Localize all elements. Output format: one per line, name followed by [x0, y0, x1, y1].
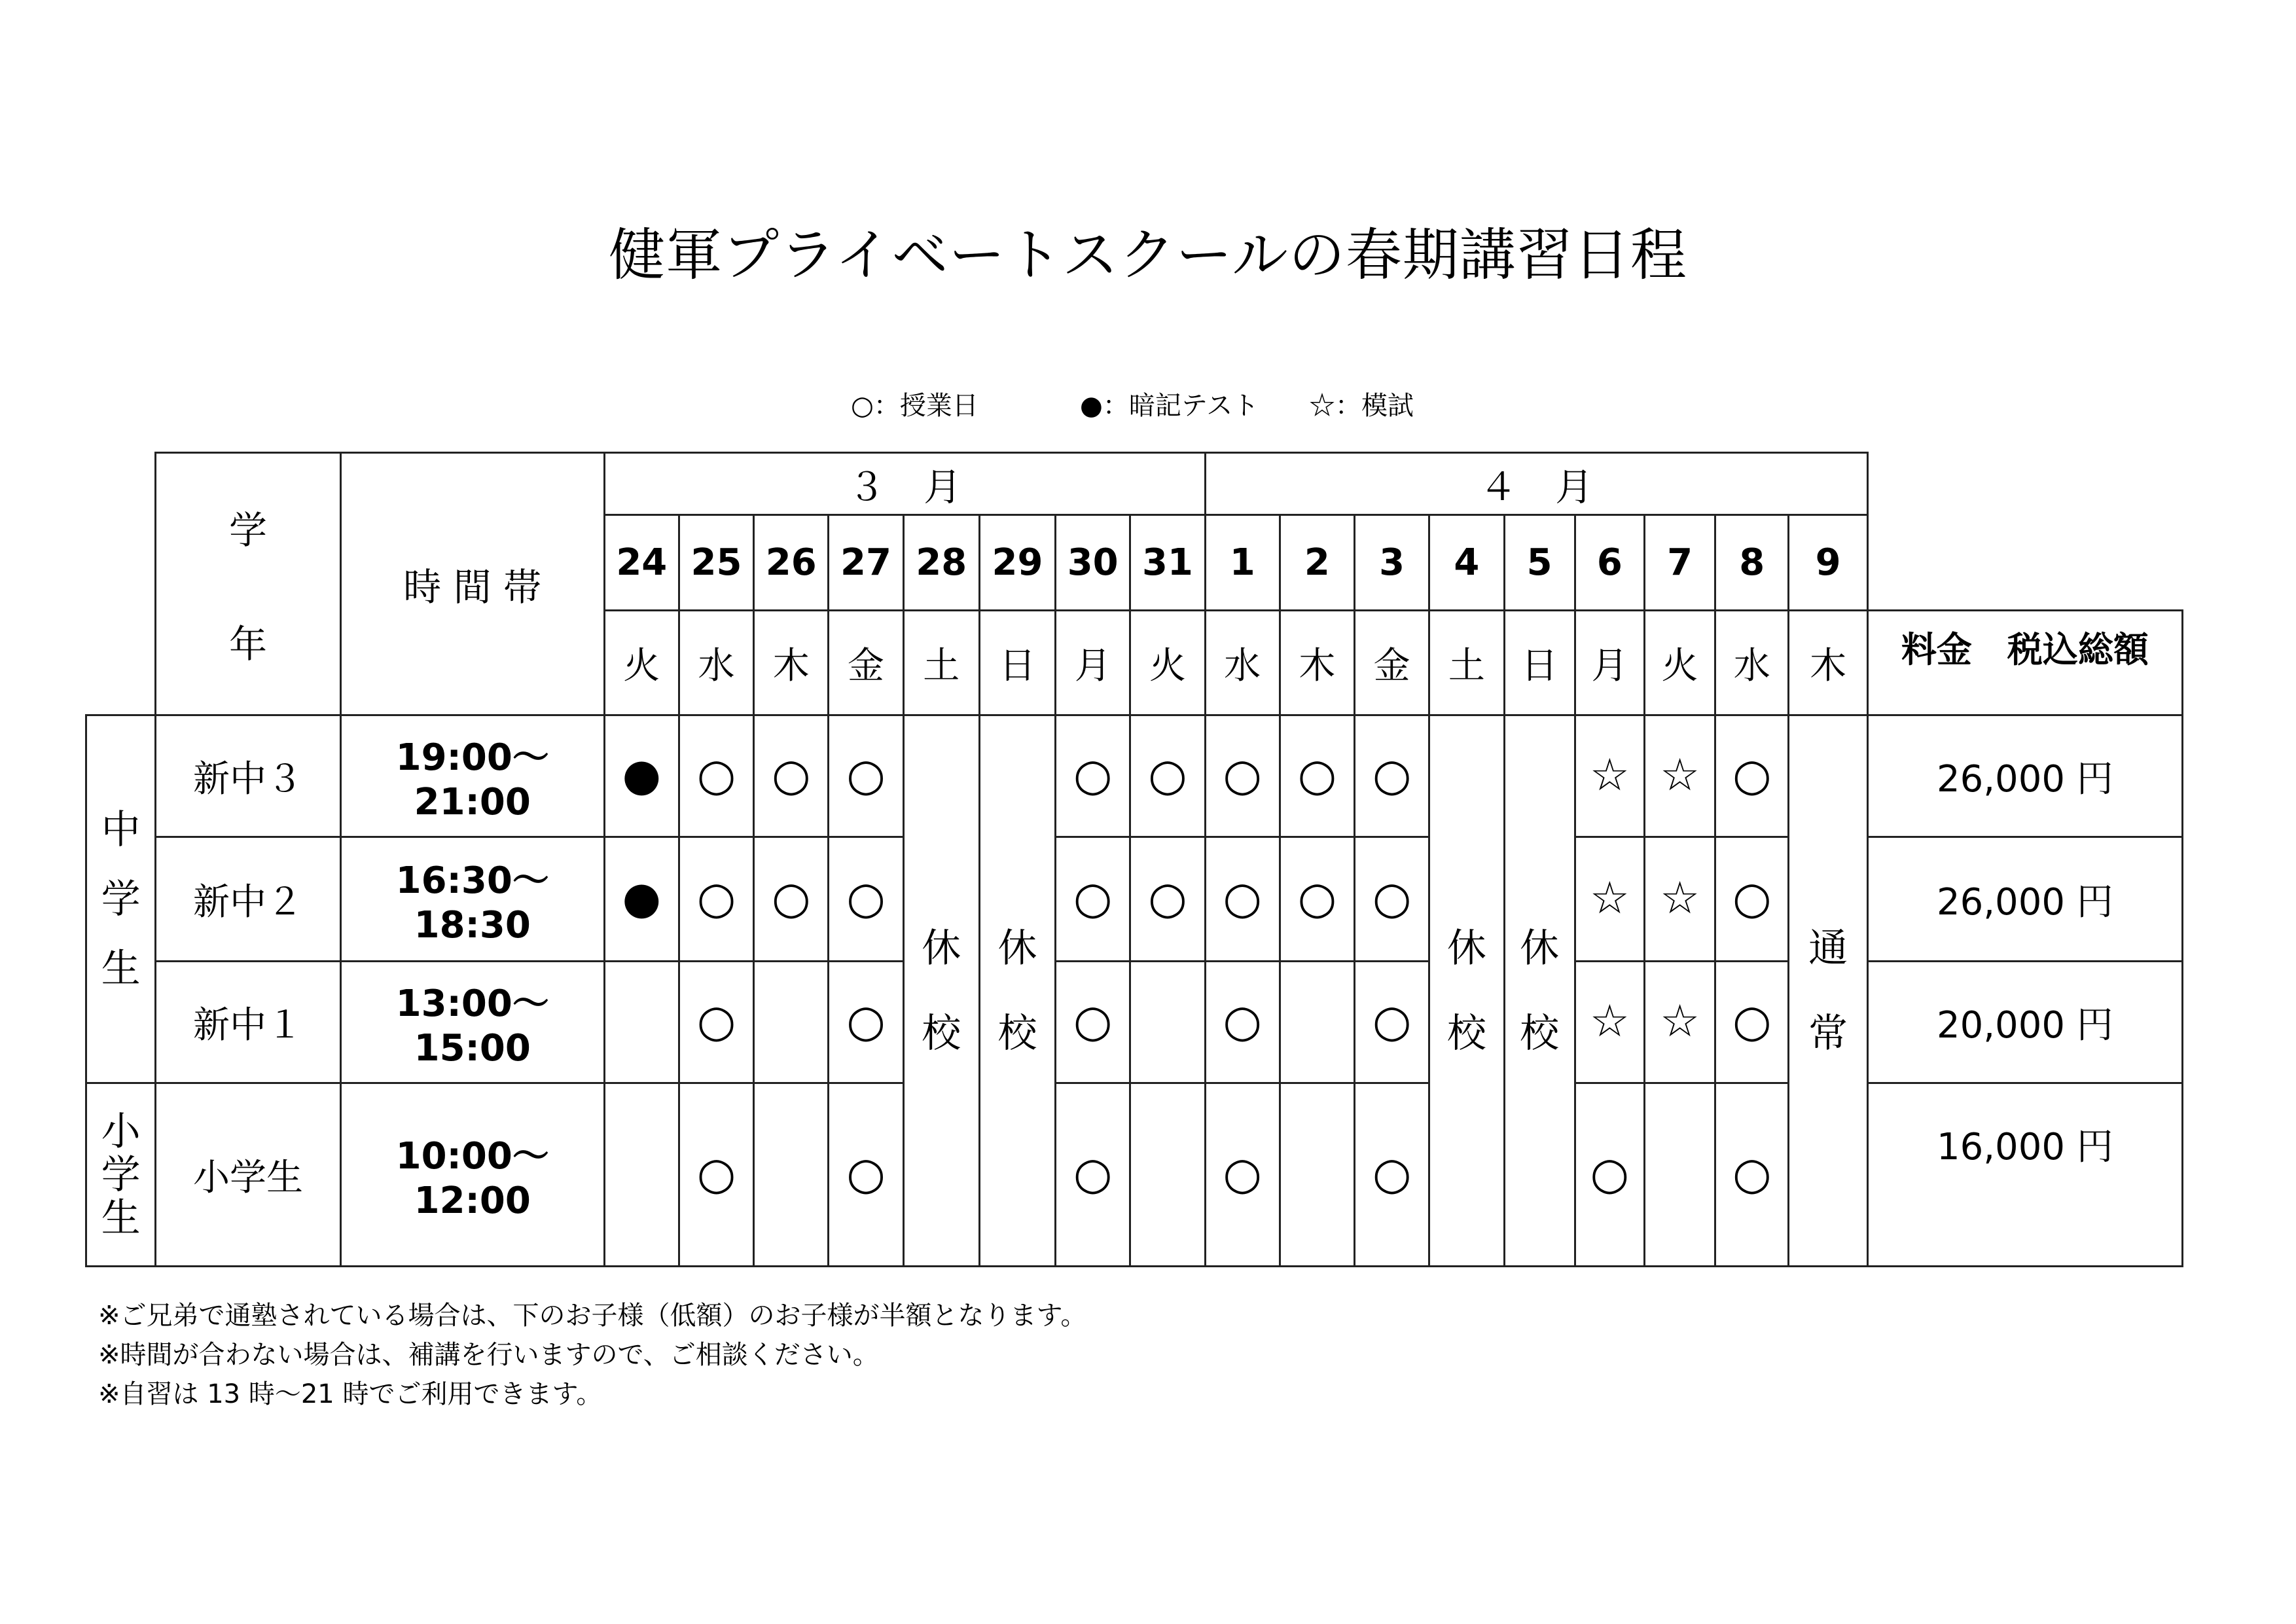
open-circle-icon: ○ — [846, 872, 886, 924]
day-number: 31 — [1130, 515, 1205, 611]
schedule-cell — [754, 837, 829, 962]
grade-header-bottom: 年 — [229, 622, 268, 666]
regular-class-cell-char: 常 — [1808, 1010, 1848, 1056]
fee-cell: 26,000 円 — [1867, 715, 2182, 837]
star-icon: ☆ — [1589, 995, 1630, 1047]
notes — [98, 1296, 1086, 1414]
closed-cell-char: 休 — [922, 925, 961, 971]
schedule-cell — [754, 715, 829, 837]
schedule-cell — [1280, 837, 1354, 962]
weekday: 水 — [679, 611, 753, 715]
day-number: 1 — [1205, 515, 1280, 611]
legend-lesson-day — [851, 385, 978, 422]
legend-label: ：暗記テスト — [1102, 391, 1259, 421]
day-number: 6 — [1575, 515, 1644, 611]
day-number: 25 — [679, 515, 753, 611]
weekday: 水 — [1205, 611, 1280, 715]
weekday: 火 — [1644, 611, 1715, 715]
weekday: 金 — [1355, 611, 1429, 715]
legend-mock-exam — [1309, 385, 1414, 422]
closed-cell — [1429, 715, 1504, 1267]
grade-cell: 新中３ — [156, 715, 341, 837]
weekday: 火 — [1130, 611, 1205, 715]
day-number: 8 — [1715, 515, 1789, 611]
closed-cell-char: 校 — [922, 1010, 961, 1056]
schedule-cell — [604, 715, 679, 837]
fee-cell: 20,000 円 — [1867, 962, 2182, 1083]
group-label-middle-school — [86, 715, 156, 1083]
regular-class-cell — [1789, 715, 1867, 1267]
weekday: 日 — [1504, 611, 1575, 715]
day-number: 24 — [604, 515, 679, 611]
group-char: 学 — [101, 876, 141, 922]
schedule-cell — [1355, 715, 1429, 837]
open-circle-icon: ○ — [1223, 1147, 1262, 1200]
schedule-cell — [1056, 962, 1130, 1083]
day-number: 27 — [829, 515, 903, 611]
open-circle-icon: ○ — [1372, 749, 1412, 801]
grade-cell: 新中１ — [156, 962, 341, 1083]
star-icon: ☆ — [1589, 872, 1630, 924]
open-circle-icon: ○ — [1732, 749, 1772, 801]
day-number: 26 — [754, 515, 829, 611]
schedule-cell — [1130, 715, 1205, 837]
day-number: 9 — [1789, 515, 1867, 611]
schedule-cell — [754, 962, 829, 1083]
filled-circle-icon: ● — [1080, 391, 1103, 421]
schedule-cell — [1205, 715, 1280, 837]
open-circle-icon: ○ — [1073, 872, 1113, 924]
time-band-header: 時 間 帯 — [340, 453, 604, 715]
schedule-cell — [1715, 715, 1789, 837]
blank-right — [1867, 453, 2182, 611]
closed-cell — [1504, 715, 1575, 1267]
note-line: ※自習は 13 時～21 時でご利用できます。 — [98, 1379, 603, 1409]
open-circle-icon: ○ — [1297, 749, 1337, 801]
page-title: 健軍プライベートスクールの春期講習日程 — [609, 223, 1687, 288]
star-icon: ☆ — [1309, 391, 1335, 421]
grade-header-top: 学 — [229, 508, 268, 552]
open-circle-icon: ○ — [1073, 995, 1113, 1047]
schedule-cell — [1644, 962, 1715, 1083]
open-circle-icon: ○ — [772, 872, 811, 924]
closed-cell — [979, 715, 1055, 1267]
time-cell: 13:00～15:00 — [340, 962, 604, 1083]
group-char: 中 — [101, 806, 141, 853]
group-char: 小 — [101, 1108, 141, 1155]
schedule-cell — [1056, 715, 1130, 837]
star-icon: ☆ — [1660, 749, 1700, 801]
schedule-cell — [1575, 715, 1644, 837]
star-icon: ☆ — [1660, 995, 1700, 1047]
schedule-cell — [1130, 1083, 1205, 1267]
fee-header: 料金 税込総額 — [1867, 611, 2182, 715]
schedule-cell — [604, 962, 679, 1083]
schedule-cell — [1056, 1083, 1130, 1267]
schedule-cell — [679, 837, 753, 962]
schedule-cell — [1575, 962, 1644, 1083]
open-circle-icon: ○ — [1732, 995, 1772, 1047]
schedule-cell — [679, 1083, 753, 1267]
open-circle-icon: ○ — [1073, 749, 1113, 801]
note-line: ※時間が合わない場合は、補講を行いますので、ご相談ください。 — [98, 1340, 879, 1370]
grade-cell: 小学生 — [156, 1083, 341, 1267]
schedule-cell — [604, 1083, 679, 1267]
open-circle-icon: ○ — [1732, 1147, 1772, 1200]
open-circle-icon: ○ — [1223, 749, 1262, 801]
schedule-table — [85, 452, 2183, 1267]
schedule-cell — [1130, 837, 1205, 962]
schedule-cell — [1644, 715, 1715, 837]
weekday: 木 — [1789, 611, 1867, 715]
closed-cell — [903, 715, 979, 1267]
schedule-cell — [1355, 1083, 1429, 1267]
note-line: ※ご兄弟で通塾されている場合は、下のお子様（低額）のお子様が半額となります。 — [98, 1301, 1087, 1331]
open-circle-icon: ○ — [772, 749, 811, 801]
regular-class-cell-char: 通 — [1808, 925, 1848, 971]
schedule-row — [86, 1083, 2183, 1267]
open-circle-icon: ○ — [1148, 872, 1187, 924]
legend-memory-test — [1080, 385, 1259, 422]
schedule-cell — [1056, 837, 1130, 962]
month-march: ３ 月 — [604, 453, 1205, 515]
filled-circle-icon: ● — [622, 749, 661, 801]
star-icon: ☆ — [1660, 872, 1700, 924]
open-circle-icon: ○ — [696, 1147, 736, 1200]
closed-cell-char: 校 — [1520, 1010, 1560, 1056]
group-char: 生 — [101, 1195, 141, 1241]
open-circle-icon: ○ — [696, 749, 736, 801]
time-cell: 19:00～21:00 — [340, 715, 604, 837]
day-number: 30 — [1056, 515, 1130, 611]
open-circle-icon: ○ — [846, 749, 886, 801]
weekday: 月 — [1056, 611, 1130, 715]
schedule-cell — [1575, 1083, 1644, 1267]
open-circle-icon: ○ — [1148, 749, 1187, 801]
schedule-cell — [829, 837, 903, 962]
open-circle-icon: ○ — [1372, 995, 1412, 1047]
open-circle-icon: ○ — [846, 995, 886, 1047]
group-char: 生 — [101, 945, 141, 992]
schedule-cell — [829, 962, 903, 1083]
weekday: 土 — [903, 611, 979, 715]
grade-cell: 新中２ — [156, 837, 341, 962]
schedule-cell — [829, 715, 903, 837]
weekday: 木 — [754, 611, 829, 715]
schedule-cell — [1355, 837, 1429, 962]
weekday: 月 — [1575, 611, 1644, 715]
open-circle-icon: ○ — [696, 872, 736, 924]
open-circle-icon: ○ — [1372, 1147, 1412, 1200]
legend-label: ：模試 — [1335, 391, 1414, 421]
schedule-cell — [1280, 1083, 1354, 1267]
day-number: 28 — [903, 515, 979, 611]
open-circle-icon: ○ — [1732, 872, 1772, 924]
weekday: 金 — [829, 611, 903, 715]
schedule-cell — [1355, 962, 1429, 1083]
blank-corner — [86, 453, 156, 611]
schedule-cell — [1644, 1083, 1715, 1267]
open-circle-icon: ○ — [1073, 1147, 1113, 1200]
fee-cell: 16,000 円 — [1867, 1083, 2182, 1267]
schedule-cell — [754, 1083, 829, 1267]
schedule-cell — [1130, 962, 1205, 1083]
open-circle-icon: ○ — [1297, 872, 1337, 924]
day-number: 2 — [1280, 515, 1354, 611]
schedule-cell — [1715, 962, 1789, 1083]
blank-corner-lower — [86, 611, 156, 715]
header-row-months — [86, 453, 2183, 515]
closed-cell-char: 休 — [1520, 925, 1560, 971]
schedule-cell — [1715, 1083, 1789, 1267]
grade-header — [156, 453, 341, 715]
schedule-cell — [1280, 715, 1354, 837]
weekday: 木 — [1280, 611, 1354, 715]
schedule-cell — [1205, 962, 1280, 1083]
schedule-cell — [679, 715, 753, 837]
day-number: 3 — [1355, 515, 1429, 611]
schedule-row — [86, 715, 2183, 837]
weekday: 火 — [604, 611, 679, 715]
time-cell: 10:00～12:00 — [340, 1083, 604, 1267]
schedule-row — [86, 962, 2183, 1083]
schedule-cell — [604, 837, 679, 962]
schedule-cell — [1644, 837, 1715, 962]
open-circle-icon: ○ — [1223, 872, 1262, 924]
closed-cell-char: 休 — [1446, 925, 1486, 971]
closed-cell-char: 校 — [997, 1010, 1037, 1056]
group-label-elementary — [86, 1083, 156, 1267]
open-circle-icon: ○ — [846, 1147, 886, 1200]
group-char: 学 — [101, 1151, 141, 1198]
open-circle-icon: ○ — [1590, 1147, 1629, 1200]
day-number: 29 — [979, 515, 1055, 611]
day-number: 4 — [1429, 515, 1504, 611]
weekday: 土 — [1429, 611, 1504, 715]
legend-label: ：授業日 — [873, 391, 978, 421]
weekday: 水 — [1715, 611, 1789, 715]
schedule-cell — [1715, 837, 1789, 962]
filled-circle-icon: ● — [622, 872, 661, 924]
star-icon: ☆ — [1589, 749, 1630, 801]
schedule-cell — [1280, 962, 1354, 1083]
month-april: ４ 月 — [1205, 453, 1867, 515]
open-circle-icon: ○ — [696, 995, 736, 1047]
schedule-cell — [1205, 1083, 1280, 1267]
fee-cell: 26,000 円 — [1867, 837, 2182, 962]
schedule-cell — [829, 1083, 903, 1267]
day-number: 7 — [1644, 515, 1715, 611]
closed-cell-char: 校 — [1446, 1010, 1486, 1056]
time-cell: 16:30～18:30 — [340, 837, 604, 962]
weekday: 日 — [979, 611, 1055, 715]
schedule-row — [86, 837, 2183, 962]
closed-cell-char: 休 — [997, 925, 1037, 971]
schedule-cell — [679, 962, 753, 1083]
schedule-cell — [1575, 837, 1644, 962]
open-circle-icon: ○ — [851, 391, 874, 421]
day-number: 5 — [1504, 515, 1575, 611]
open-circle-icon: ○ — [1223, 995, 1262, 1047]
schedule-cell — [1205, 837, 1280, 962]
open-circle-icon: ○ — [1372, 872, 1412, 924]
